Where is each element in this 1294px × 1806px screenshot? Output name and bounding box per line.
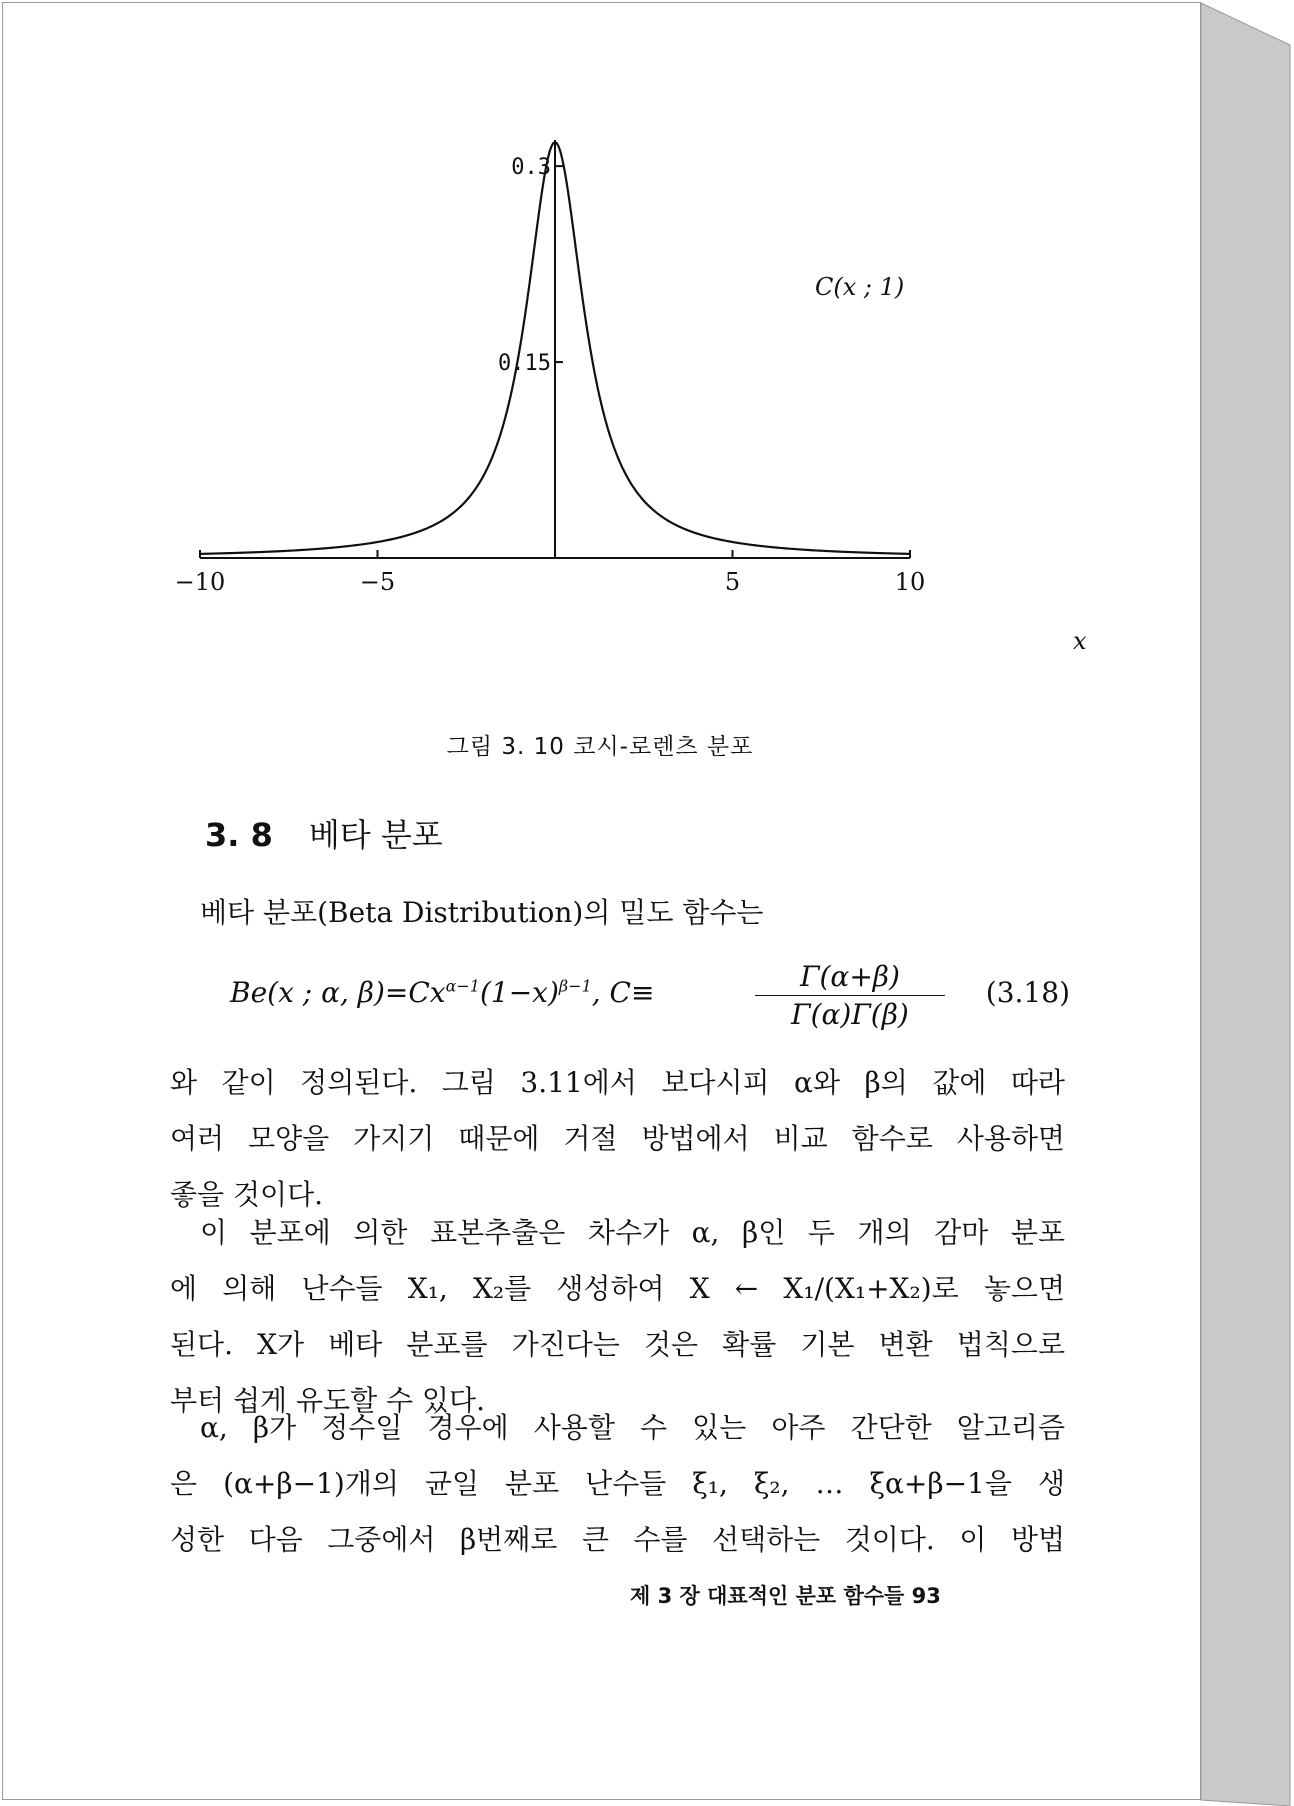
equation-numerator: Γ(α+β) bbox=[755, 960, 945, 996]
paragraph-line: 와 같이 정의된다. 그림 3.11에서 보다시피 α와 β의 값에 따라 bbox=[170, 1066, 1065, 1099]
y-tick-label: 0.15 bbox=[498, 351, 551, 377]
paragraph-line: 성한 다음 그중에서 β번째로 큰 수를 선택하는 것이다. 이 방법 bbox=[170, 1523, 1065, 1556]
intro-text: 베타 분포(Beta Distribution)의 밀도 함수는 bbox=[200, 896, 764, 929]
cauchy-lorentz-chart bbox=[174, 140, 1100, 700]
page-footer: 제 3 장 대표적인 분포 함수들 93 bbox=[630, 1584, 941, 1608]
beta-density-equation bbox=[230, 960, 1070, 1040]
chart-axes bbox=[200, 140, 910, 558]
paragraph-line: 된다. X가 베타 분포를 가진다는 것은 확률 기본 변환 법칙으로 bbox=[170, 1328, 1065, 1361]
paragraph-line: 부터 쉽게 유도할 수 있다. bbox=[170, 1384, 485, 1417]
x-tick-label: −5 bbox=[359, 568, 396, 596]
equation-exponent: α−1 bbox=[445, 976, 480, 996]
y-tick-label: 0.3 bbox=[511, 155, 551, 181]
section-number: 3. 8 bbox=[205, 816, 273, 854]
x-tick-label: 5 bbox=[724, 568, 741, 596]
x-tick-label: −10 bbox=[174, 568, 226, 596]
equation-fraction bbox=[755, 960, 945, 1031]
paragraph-2 bbox=[170, 1205, 1065, 1429]
equation-denominator: Γ(α)Γ(β) bbox=[791, 998, 909, 1031]
paragraph-line: 여러 모양을 가지기 때문에 거절 방법에서 비교 함수로 사용하면 bbox=[170, 1122, 1065, 1155]
paragraph-line: 은 (α+β−1)개의 균일 분포 난수들 ξ₁, ξ₂, … ξα+β−1을 생 bbox=[170, 1467, 1065, 1500]
x-tick-label: 10 bbox=[894, 568, 926, 596]
equation-exponent: β−1 bbox=[558, 976, 592, 996]
x-axis-label: x bbox=[1073, 627, 1087, 655]
chart-ticks bbox=[175, 155, 926, 596]
paragraph-3 bbox=[170, 1400, 1065, 1568]
section-heading bbox=[205, 810, 443, 856]
figure-caption: 그림 3. 10 코시-로렌츠 분포 bbox=[446, 734, 754, 760]
equation-lhs: Be(x ; α, $\beta)=Cx^{\alpha-1}(1-x)^{\beta-1}$, C≡ bbox=[230, 976, 655, 1009]
equation-number: (3.18) bbox=[985, 976, 1070, 1009]
paragraph-1 bbox=[170, 1055, 1065, 1223]
paragraph-line: 에 의해 난수들 X₁, X₂를 생성하여 X ← X₁/(X₁+X₂)로 놓으면 bbox=[170, 1272, 1065, 1305]
paragraph-line: 좋을 것이다. bbox=[170, 1178, 324, 1211]
paragraph-line: 이 분포에 의한 표본추출은 차수가 α, β인 두 개의 감마 분포 bbox=[200, 1216, 1065, 1249]
section-title: 베타 분포 bbox=[308, 816, 443, 854]
curve-label: C(x ; 1) bbox=[815, 273, 905, 301]
paragraph-line: α, β가 정수일 경우에 사용할 수 있는 아주 간단한 알고리즘 bbox=[200, 1411, 1065, 1444]
